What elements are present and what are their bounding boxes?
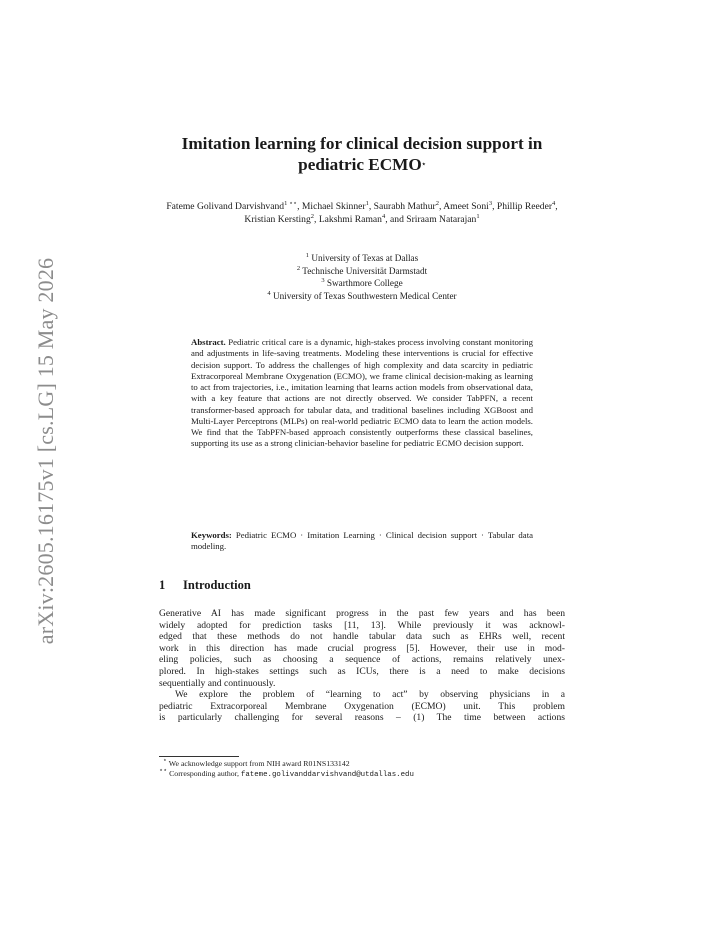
- affiliation-number: 3: [321, 277, 325, 284]
- keywords-text: Pediatric ECMO · Imitation Learning · Clinical decision support · Tabular data modeling.: [191, 530, 534, 552]
- section-title: Introduction: [183, 578, 251, 592]
- title-line-1: Imitation learning for clinical decision support in: [181, 134, 543, 153]
- abstract: [191, 337, 533, 450]
- author-affil: 2: [310, 213, 315, 220]
- author-affil: 3: [488, 200, 493, 207]
- footnote: [159, 759, 565, 769]
- affiliation: [159, 277, 565, 290]
- keywords-label: Keywords:: [191, 530, 232, 540]
- footnote-text: We acknowledge support from NIH award R01NS133142: [168, 759, 350, 768]
- footnote-text: Corresponding author,: [169, 769, 239, 779]
- author-list: [159, 200, 565, 226]
- author-name: Saurabh Mathur: [373, 201, 436, 212]
- author-name: Phillip Reeder: [496, 201, 553, 212]
- body-line: pediatric Extracorporeal Membrane Oxygenation (ECMO) unit. This problem: [159, 700, 565, 712]
- title-footnote-mark: ⋆: [421, 161, 426, 168]
- author-name: Michael Skinner: [301, 201, 366, 212]
- affiliation-name: Technische Universität Darmstadt: [302, 265, 428, 276]
- footnote: [159, 769, 565, 780]
- section-number: 1: [159, 578, 166, 592]
- author-email-link[interactable]: fateme.golivanddarvishvand@utdallas.edu: [240, 771, 414, 780]
- author-affil: 1: [365, 200, 369, 207]
- section-heading: [159, 578, 251, 593]
- author-affil: 1: [476, 213, 480, 220]
- body-line: sequentially and continuously.: [159, 677, 276, 689]
- paper-title: [159, 133, 565, 175]
- author-name: Kristian Kersting: [244, 214, 311, 225]
- affiliation-name: Swarthmore College: [326, 278, 403, 288]
- affiliation: [159, 252, 565, 265]
- author-name: Fateme Golivand Darvishvand: [166, 201, 285, 212]
- arxiv-identifier: arXiv:2605.16175v1 [cs.LG] 15 May 2026: [33, 257, 58, 645]
- title-line-2: [159, 154, 565, 175]
- affiliation: [159, 265, 565, 278]
- body-line: edged that these methods do not handle tabular data such as EHRs well, recent: [159, 631, 565, 643]
- footnote-rule: [159, 756, 239, 757]
- body-line: Generative AI has made significant progress in the past few years and has been: [159, 608, 565, 619]
- author-affil: 1 ⋆⋆: [284, 200, 298, 207]
- abstract-label: Abstract.: [191, 337, 226, 347]
- footnote-mark: ⋆: [162, 757, 167, 764]
- author-affil: 2: [435, 200, 439, 207]
- footnotes: [159, 759, 565, 781]
- affiliation-list: [159, 252, 565, 302]
- author-affil: 4: [381, 213, 386, 220]
- author-line: Fateme Golivand Darvishvand$^{1 ⋆⋆}$, Michael Skinner$^1$, Saurabh Mathur$^2$, Ameet Soni$^3$, Phillip Reeder$^4$, Kristian Kersting$^2$, Lakshmi Raman$^4$, and Sriraam Natarajan$^1$: [166, 200, 558, 225]
- affiliation: [159, 290, 565, 303]
- footnote-mark: ⋆⋆: [159, 767, 168, 775]
- body-line: work in this direction has made crucial progress [5]. However, their use in mod-: [159, 642, 565, 654]
- body-line: We explore the problem of “learning to act” by observing physicians in a: [175, 689, 565, 701]
- body-line: widely adopted for prediction tasks [11, 13]. While previously it was acknowl-: [159, 619, 565, 631]
- author-name: Lakshmi Raman: [318, 214, 382, 225]
- affiliation-number: 2: [296, 264, 301, 272]
- keywords: [191, 530, 533, 553]
- introduction-body: [159, 608, 565, 724]
- author-affil: 4: [552, 200, 556, 207]
- author-name: Ameet Soni: [443, 201, 489, 212]
- abstract-text: Pediatric critical care is a dynamic, high-stakes process involving constant monitoring and adjustments in life-saving treatments. Modeling these interventions is crucial for effective decision support. To address the challenges of high complexity and data scarcity in pediatric Extracorporeal Membrane Oxygenation (ECMO), we frame clinical decision-making as learning to act from trajectories, i.e., imitation learning that learns action models from observational data, with a key feature that actions are not directly observed. We consider TabPFN, a recent transformer-based approach for tabular data, and traditional baselines including XGBoost and Multi-Layer Perceptrons (MLPs) on real-world pediatric ECMO data to learn the action models. We find that the TabPFN-based approach consistently outperforms these classical baselines, supporting its use as a strong clinician-behavior baseline for pediatric ECMO decision support.: [191, 337, 533, 449]
- body-line: plored. In high-stakes settings such as ICUs, there is a need to make decisions: [159, 665, 565, 677]
- author-name: Sriraam Natarajan: [406, 214, 477, 225]
- body-line: eling policies, such as choosing a sequence of actions, remains relatively unex-: [159, 654, 565, 666]
- affiliation-name: University of Texas Southwestern Medical Center: [272, 290, 457, 301]
- affiliation-name: University of Texas at Dallas: [311, 253, 419, 263]
- affiliation-number: 4: [267, 289, 271, 297]
- body-line: is particularly challenging for several reasons – (1) The time between actions: [159, 712, 565, 724]
- title-line-2-text: pediatric ECMO: [298, 155, 422, 174]
- affiliation-number: 1: [305, 252, 310, 259]
